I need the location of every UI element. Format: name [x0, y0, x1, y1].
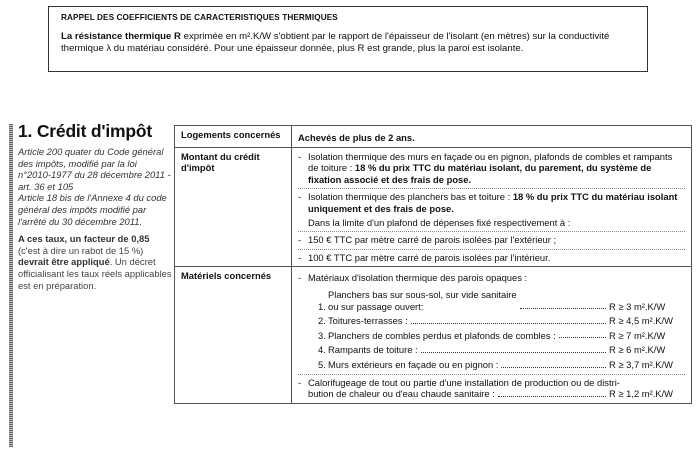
item-text: Murs extérieurs en façade ou en pignon :: [328, 358, 499, 370]
cap-interior: - 100 € TTC par mètre carré de parois isolées par l'intérieur.: [298, 252, 685, 264]
divider: [298, 374, 685, 375]
note-bold-2: devrait être appliqué: [18, 256, 110, 268]
cap-exterior: - 150 € TTC par mètre carré de parois isolées par l'extérieur ;: [298, 234, 685, 246]
section-title: 1. Crédit d'impôt: [18, 121, 152, 141]
table-row: [175, 126, 692, 148]
recall-text: [61, 31, 635, 56]
recall-heading: RAPPEL DES COEFFICIENTS DE CARACTERISTIQUES THERMIQUES: [61, 13, 338, 22]
dot-leader: [501, 367, 606, 368]
note-bold-1: A ces taux, un facteur de 0,85: [18, 233, 150, 245]
dot-leader: [520, 308, 606, 309]
calorifugeage-line1: - Calorifugeage de tout ou partie d'une installation de production ou de distri-: [298, 377, 685, 389]
margin-hatch-bar: [9, 124, 13, 447]
item-value: R ≥ 4,5 m².K/W: [609, 315, 674, 327]
item-text: Planchers de combles perdus et plafonds de combles :: [328, 329, 556, 341]
item-text: Rampants de toiture :: [328, 344, 418, 356]
floors-rate: 18 % du prix TTC du matériau isolant uniquement et des frais de pose.: [308, 191, 678, 214]
dot-leader: [559, 337, 606, 338]
dot-leader: [421, 352, 606, 353]
divider: [298, 249, 685, 250]
item-number: 3.: [318, 329, 326, 341]
left-column: [18, 121, 172, 291]
materials-list: [298, 289, 685, 371]
row-value-amount: [292, 147, 692, 267]
row-label-amount: Montant du crédit d'impôt: [175, 147, 292, 267]
divider: [298, 188, 685, 189]
row-value-housing: [292, 126, 692, 148]
calo-value: R ≥ 1,2 m².K/W: [609, 388, 674, 400]
materials-intro: - Matériaux d'isolation thermique des parois opaques :: [298, 272, 685, 284]
item-value: R ≥ 7 m².K/W: [609, 329, 666, 341]
item-number: 2.: [318, 315, 326, 327]
item-number: 1.: [318, 300, 326, 312]
list-item: [318, 344, 685, 356]
item-text: Toitures-terrasses :: [328, 315, 408, 327]
table-row: [175, 267, 692, 403]
note-end: . Un décret officialisant les taux réels applicables est en préparation.: [18, 256, 172, 291]
divider: [298, 231, 685, 232]
list-item: [318, 330, 685, 342]
table-row: [175, 147, 692, 267]
item-value: R ≥ 3,7 m².K/W: [609, 358, 674, 370]
list-item: [318, 289, 685, 312]
row-label-housing: Logements concernés: [175, 126, 292, 148]
recall-body: exprimée en m².K/W s'obtient par le rapport de l'épaisseur de l'isolant (en mètres) sur la conductivité thermique λ du matériau considéré. Pour une épaisseur donnée, plus R est grande, plus la paroi est isolante.: [61, 30, 610, 54]
floors-text: Isolation thermique des planchers bas et toiture :: [308, 191, 513, 203]
article-reference-annex: Article 18 bis de l'Annexe 4 du code général des impôts modifié par l'arrêté du 30 décembre 2011.: [18, 192, 167, 227]
item-number: 4.: [318, 344, 326, 356]
article-reference: Article 200 quater du Code général des impôts, modifié par la loi n°2010-1977 du 28 décembre 2011 - art. 36 et 105: [18, 146, 171, 192]
item-text-line2: ou sur passage ouvert:: [328, 300, 424, 312]
list-item: [318, 359, 685, 371]
item-text-two-lines: [328, 289, 517, 312]
note-mid: (c'est à dire un rabot de 15 %): [18, 244, 144, 256]
item-value: R ≥ 6 m².K/W: [609, 344, 666, 356]
walls-rate: 18 % du prix TTC du matériau isolant, du parement, du système de fixation associé et des frais de pose.: [308, 162, 652, 185]
walls-text: Isolation thermique des murs en façade ou en pignon, plafonds de combles et rampants de toiture :: [308, 150, 673, 174]
expense-limit: Dans la limite d'un plafond de dépenses fixé respectivement à :: [308, 216, 571, 228]
amount-item-walls: [298, 151, 685, 186]
recall-term: La résistance thermique R: [61, 30, 181, 42]
rate-factor-note: [18, 233, 172, 291]
amount-item-floors: [298, 191, 685, 214]
calorifugeage-line2: [298, 388, 685, 400]
calo-text: bution de chaleur ou d'eau chaude sanitaire :: [308, 388, 495, 400]
list-item: [318, 315, 685, 327]
item-value: R ≥ 3 m².K/W: [609, 300, 666, 312]
item-text-line1: Planchers bas sur sous-sol, sur vide sanitaire: [328, 288, 517, 300]
item-number: 5.: [318, 358, 326, 370]
dot-leader: [411, 323, 606, 324]
thermal-recall-box: [48, 6, 648, 72]
tax-credit-table: [174, 125, 692, 404]
row-value-materials: [292, 267, 692, 403]
housing-value: Achevés de plus de 2 ans.: [298, 132, 415, 143]
row-label-materials: Matériels concernés: [175, 267, 292, 403]
dot-leader: [498, 396, 606, 397]
